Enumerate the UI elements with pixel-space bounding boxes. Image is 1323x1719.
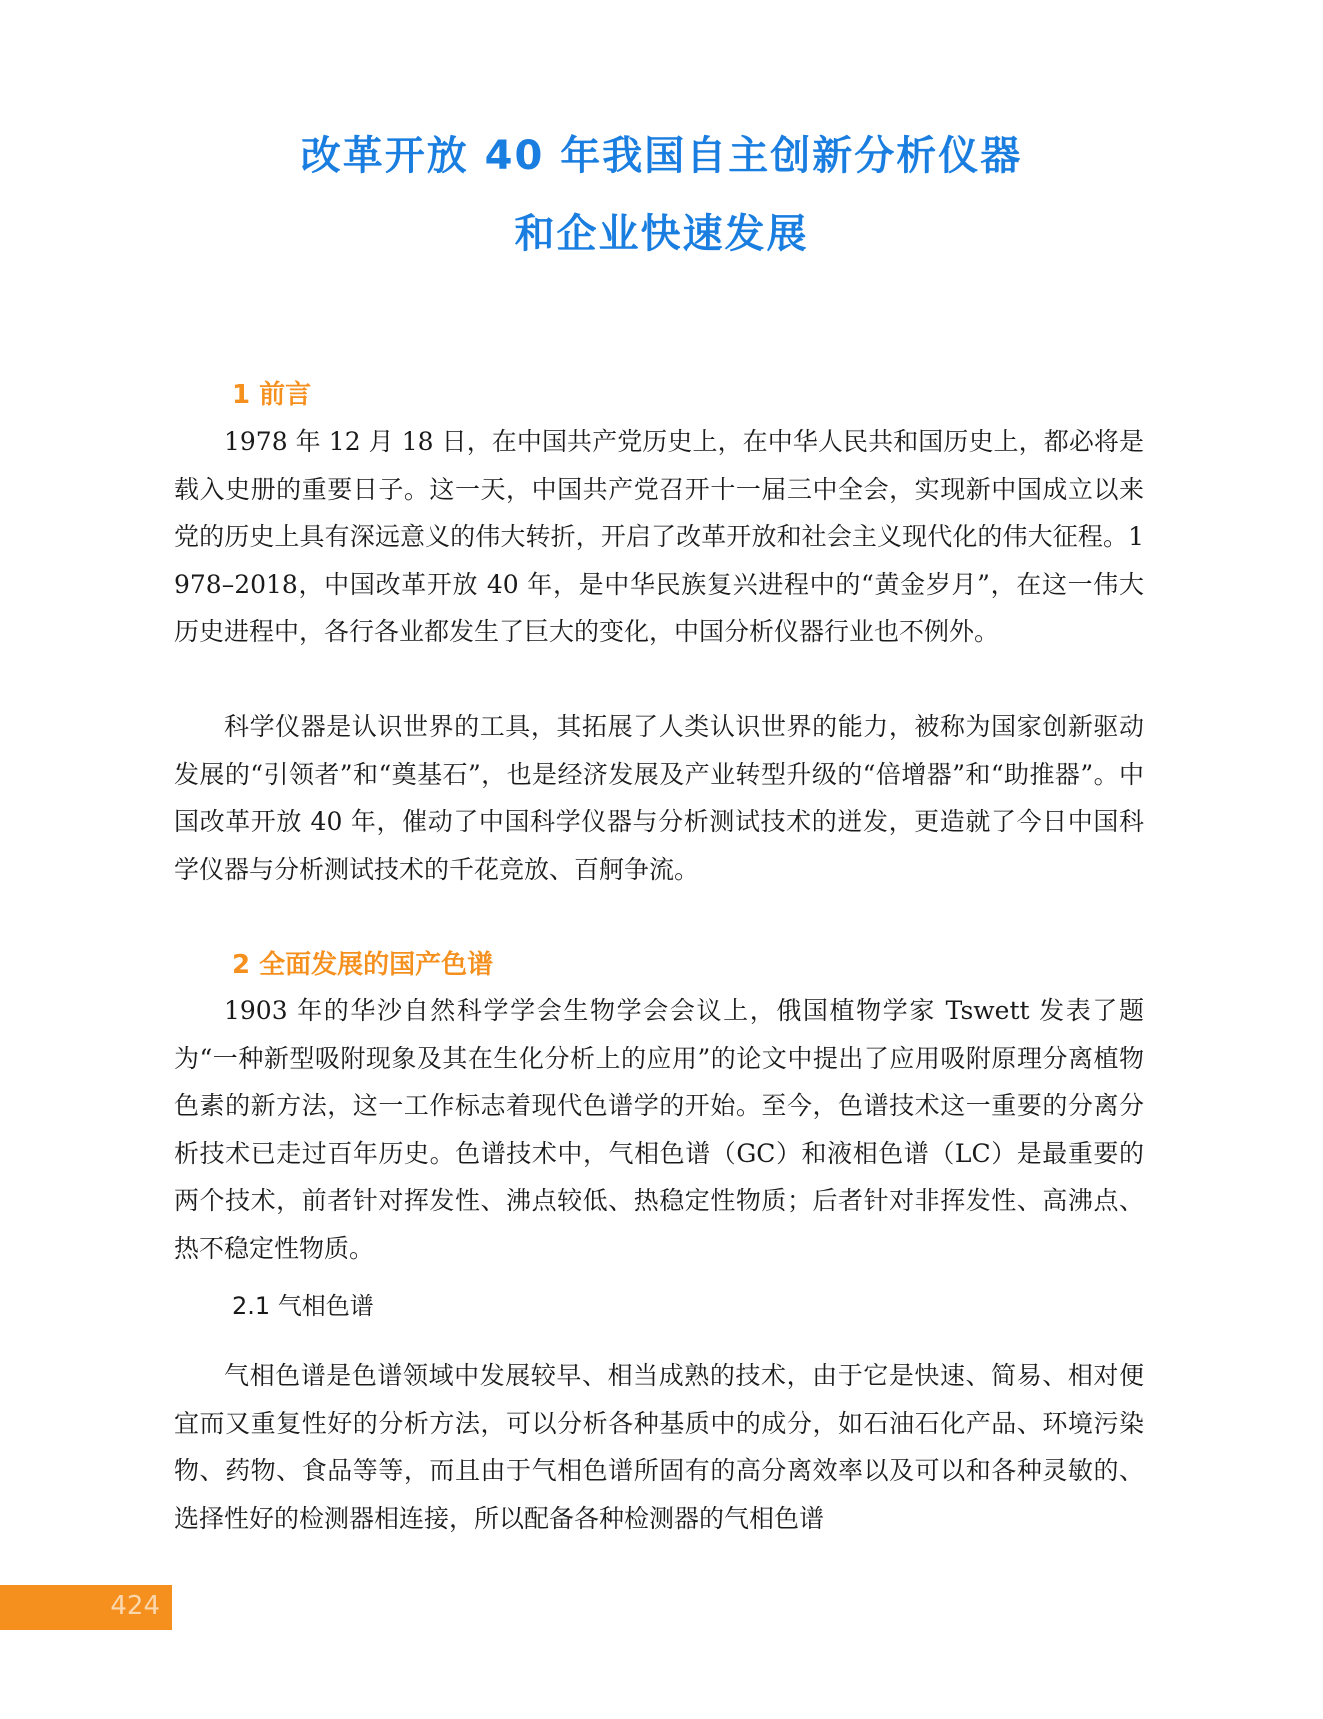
paragraph-gas-chromatography-1: 气相色谱是色谱领域中发展较早、相当成熟的技术，由于它是快速、简易、相对便宜而又重复性好的分析方法，可以分析各种基质中的成分，如石油石化产品、环境污染物、药物、食品等等，而且由于气相色谱所固有的高分离效率以及可以和各种灵敏的、选择性好的检测器相连接，所以配备各种检测器的气相色谱 — [174, 1361, 1144, 1533]
paragraph-intro-1: 1978 年 12 月 18 日，在中国共产党历史上，在中华人民共和国历史上，都必将是载入史册的重要日子。这一天，中国共产党召开十一届三中全会，实现新中国成立以来党的历史上具有深远意义的伟大转折，开启了改革开放和社会主义现代化的伟大征程。1978–2018，中国改革开放 40 年，是中华民族复兴进程中的“黄金岁月”，在这一伟大历史进程中，各行各业都发生了巨大的变化，中国分析仪器行业也不例外。 — [174, 427, 1144, 646]
article-title-line-1: 改革开放 40 年我国自主创新分析仪器 — [300, 133, 1023, 179]
section-heading-chromatography: 2 全面发展的国产色谱 — [232, 950, 494, 980]
paragraph-intro-2: 科学仪器是认识世界的工具，其拓展了人类认识世界的能力，被称为国家创新驱动发展的“引领者”和“奠基石”，也是经济发展及产业转型升级的“倍增器”和“助推器”。中国改革开放 40 年，催动了中国科学仪器与分析测试技术的迸发，更造就了今日中国科学仪器与分析测试技术的千花竞放、百舸争流。 — [174, 712, 1144, 884]
page-number: 424 — [110, 1591, 160, 1621]
subsection-heading-gas-chromatography: 2.1 气相色谱 — [232, 1292, 374, 1320]
paragraph-chromatography-1: 1903 年的华沙自然科学学会生物学会会议上，俄国植物学家 Tswett 发表了题为“一种新型吸附现象及其在生化分析上的应用”的论文中提出了应用吸附原理分离植物色素的新方法，这一工作标志着现代色谱学的开始。至今，色谱技术这一重要的分离分析技术已走过百年历史。色谱技术中，气相色谱（GC）和液相色谱（LC）是最重要的两个技术，前者针对挥发性、沸点较低、热稳定性物质；后者针对非挥发性、高沸点、热不稳定性物质。 — [174, 996, 1144, 1263]
section-heading-introduction: 1 前言 — [232, 380, 312, 410]
page-number-tab — [0, 1585, 172, 1630]
article-title-line-2: 和企业快速发展 — [514, 211, 809, 257]
